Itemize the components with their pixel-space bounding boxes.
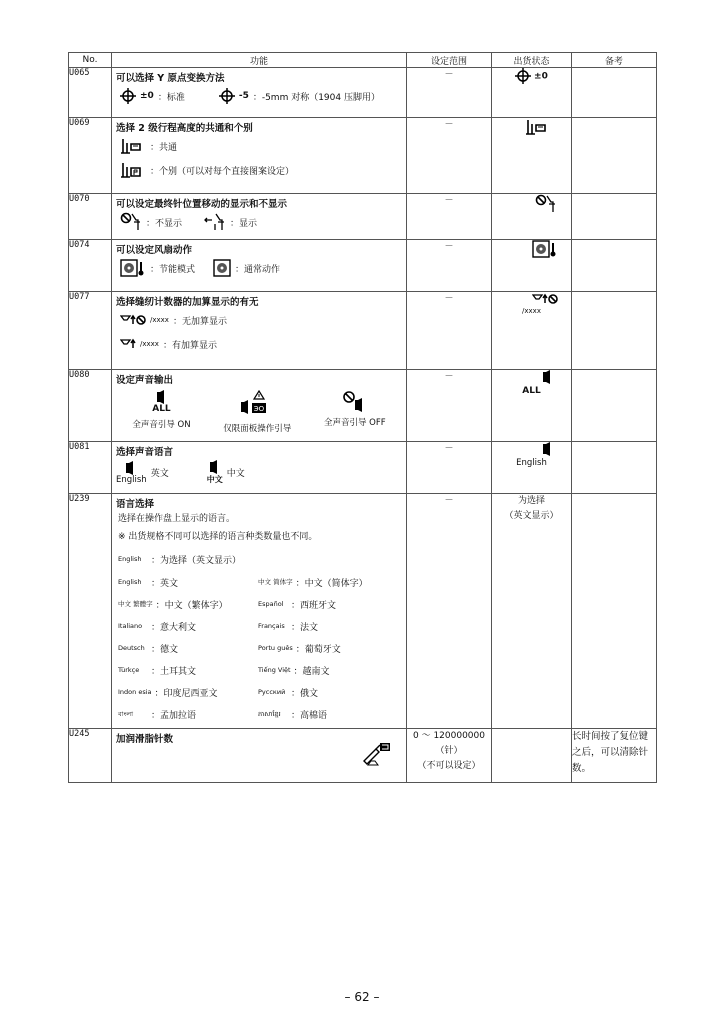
row-title: 语言选择 <box>116 499 155 510</box>
row-title: 可以设定最终针位置移动的显示和不显示 <box>116 199 288 210</box>
row-range: － <box>407 68 492 118</box>
row-function <box>112 292 407 370</box>
language-text: ：越南文 <box>293 667 330 677</box>
language-item <box>258 573 398 592</box>
language-item <box>118 617 258 636</box>
needle-move-hide-icon <box>535 194 557 214</box>
counter-fraction: /xxxx <box>140 340 159 348</box>
row-shipping <box>492 370 572 442</box>
row-note <box>572 494 657 729</box>
voice-chinese-option <box>207 460 223 485</box>
language-item <box>118 639 258 658</box>
y-origin-cross-icon <box>219 88 235 104</box>
row-range <box>407 729 492 783</box>
language-item <box>258 705 398 724</box>
language-text: ：俄文 <box>291 689 319 699</box>
sound-options <box>112 386 406 434</box>
row-function <box>112 118 407 194</box>
option-line <box>112 308 406 332</box>
option-text: 全声音引导 OFF <box>323 418 386 428</box>
row-range: － <box>407 118 492 194</box>
needle-move-show-icon <box>204 212 226 232</box>
language-item <box>112 546 406 569</box>
row-function <box>112 442 407 494</box>
row-note: 长时间按了复位键之后，可以清除针数。 <box>572 729 657 783</box>
all-label: ALL <box>152 404 171 414</box>
speaker-icon <box>207 460 223 474</box>
row-no: U245 <box>69 729 112 783</box>
language-item <box>258 639 398 658</box>
row-title: 选择声音语言 <box>116 447 174 458</box>
option-text: ：无加算显示 <box>172 316 227 327</box>
option-line <box>112 458 406 487</box>
language-item <box>258 661 398 680</box>
row-note <box>572 118 657 194</box>
header-no: No. <box>69 53 112 68</box>
speaker-icon <box>540 442 556 456</box>
option-text: 仅限面板操作引导 <box>223 424 292 434</box>
range-line: （针） <box>435 746 463 756</box>
language-code: Indon esia <box>118 688 152 696</box>
row-range: － <box>407 370 492 442</box>
option-text: ：节能模式 <box>150 264 196 275</box>
header-shipping-state: 出货状态 <box>492 53 572 68</box>
row-shipping <box>492 194 572 240</box>
table-row-u077 <box>69 292 657 370</box>
fan-eco-icon <box>532 240 558 258</box>
language-code: Русский <box>258 688 286 696</box>
row-function <box>112 194 407 240</box>
stroke-common-icon <box>120 137 146 155</box>
language-code: English <box>118 578 142 586</box>
counter-no-add-icon <box>532 293 558 305</box>
row-shipping <box>492 68 572 118</box>
language-code: 中文 繁體字 <box>118 600 153 608</box>
counter-fraction: /xxxx <box>522 307 541 315</box>
language-text: ：葡萄牙文 <box>295 645 341 655</box>
ship-code: ±0 <box>534 71 548 82</box>
table-row-u245 <box>69 729 657 783</box>
language-item <box>118 661 258 680</box>
table-row-u065 <box>69 68 657 118</box>
language-code: Tiếng Việt <box>258 666 291 674</box>
row-title: 可以设定风扇动作 <box>116 245 193 256</box>
language-text: ：土耳其文 <box>151 667 197 677</box>
option-line <box>112 332 406 356</box>
ship-line: （英文显示） <box>504 511 559 521</box>
row-note <box>572 370 657 442</box>
row-range: － <box>407 194 492 240</box>
grease-counter-icon <box>362 741 392 767</box>
language-code: English <box>118 555 142 563</box>
option-text: 英文 <box>150 469 169 479</box>
range-line: 0 ～ 120000000 <box>413 731 485 741</box>
language-code: Español <box>258 600 284 608</box>
fan-eco-icon <box>120 259 146 277</box>
table-row-u080 <box>69 370 657 442</box>
row-range: － <box>407 240 492 292</box>
language-code: 中文 简体字 <box>258 578 293 586</box>
option-text: ：不显示 <box>146 218 183 229</box>
speaker-all-icon <box>537 370 557 384</box>
table-row-u081 <box>69 442 657 494</box>
row-no: U069 <box>69 118 112 194</box>
language-item <box>118 683 258 702</box>
row-shipping <box>492 240 572 292</box>
language-code: Italiano <box>118 622 143 630</box>
row-shipping <box>492 118 572 194</box>
option-text: ：通常动作 <box>235 264 281 275</box>
language-text: ：西班牙文 <box>291 601 337 611</box>
row-title: 可以选择 Y 原点变换方法 <box>116 73 225 84</box>
option-text: 全声音引导 ON <box>132 420 191 430</box>
language-text: ：为选择（英文显示） <box>151 556 242 566</box>
option-line <box>112 158 406 182</box>
option-line <box>112 134 406 158</box>
language-text: ：印度尼西亚文 <box>154 689 218 699</box>
language-text: ：法文 <box>291 623 319 633</box>
row-note-text: ※ 出货规格不同可以选择的语言种类数量也不同。 <box>118 532 318 542</box>
speaker-off-icon <box>342 390 368 412</box>
header-range: 设定范围 <box>407 53 492 68</box>
voice-english-label: English <box>516 457 547 468</box>
stroke-common-icon <box>525 118 551 136</box>
language-item <box>118 573 258 592</box>
row-function <box>112 494 407 729</box>
row-shipping <box>492 729 572 783</box>
sound-option <box>132 390 190 434</box>
counter-add-icon <box>120 338 136 350</box>
language-text: ：德文 <box>151 645 179 655</box>
speaker-panel-only-icon <box>239 390 275 418</box>
counter-fraction: /xxxx <box>150 316 169 324</box>
header-remarks: 备考 <box>572 53 657 68</box>
row-no: U074 <box>69 240 112 292</box>
row-range: － <box>407 494 492 729</box>
option-text: ：标准 <box>157 92 185 103</box>
language-code: Portu guês <box>258 644 293 652</box>
row-shipping <box>492 292 572 370</box>
row-title: 选择缝纫计数器的加算显示的有无 <box>116 297 259 308</box>
option-code: ±0 <box>140 91 154 101</box>
option-text: ：个别（可以对每个直接图案设定） <box>150 166 295 177</box>
voice-chinese-label: 中文 <box>206 475 223 484</box>
table-row-u070 <box>69 194 657 240</box>
language-text: ：意大利文 <box>151 623 197 633</box>
option-line <box>112 210 406 234</box>
row-no: U239 <box>69 494 112 729</box>
y-origin-cross-icon <box>515 68 531 84</box>
row-range: － <box>407 292 492 370</box>
row-title: 选择 2 级行程高度的共通和个别 <box>116 123 253 134</box>
row-note <box>572 194 657 240</box>
all-label: ALL <box>522 385 541 396</box>
language-text: ：英文 <box>151 579 179 589</box>
option-text: ：显示 <box>230 218 258 229</box>
stroke-individual-icon <box>120 161 146 179</box>
language-code: বাংলা <box>118 710 134 718</box>
row-note <box>572 292 657 370</box>
row-title: 加润滑脂针数 <box>116 734 174 745</box>
language-item <box>258 617 398 636</box>
sound-option <box>324 390 386 434</box>
y-origin-cross-icon <box>120 88 136 104</box>
language-text: ：孟加拉语 <box>151 711 197 721</box>
voice-english-label: English <box>116 474 147 485</box>
range-line: （不可以设定） <box>417 761 481 771</box>
row-function <box>112 729 407 783</box>
voice-english-option <box>116 461 147 485</box>
table-header-row <box>69 53 657 68</box>
language-text: ：中文（简体字） <box>295 579 368 589</box>
row-no: U077 <box>69 292 112 370</box>
option-text: ：-5mm 对称（1904 压脚用） <box>252 92 380 103</box>
language-item <box>258 595 398 614</box>
page-number: – 62 – <box>344 990 380 1004</box>
row-note <box>572 442 657 494</box>
counter-no-add-icon <box>120 314 146 326</box>
row-note <box>572 68 657 118</box>
row-title: 设定声音输出 <box>116 375 174 386</box>
fan-normal-icon <box>213 259 231 277</box>
table-row-u069 <box>69 118 657 194</box>
table-row-u074 <box>69 240 657 292</box>
language-grid <box>112 569 406 728</box>
language-code: Français <box>258 622 285 630</box>
row-no: U065 <box>69 68 112 118</box>
row-shipping <box>492 494 572 729</box>
row-function <box>112 240 407 292</box>
table-row-u239 <box>69 494 657 729</box>
option-text: ：共通 <box>150 142 178 153</box>
header-function: 功能 <box>112 53 407 68</box>
sound-option <box>223 390 291 434</box>
row-desc: 选择在操作盘上显示的语言。 <box>118 514 236 524</box>
option-text: ：有加算显示 <box>162 340 217 351</box>
ship-line: 为选择 <box>517 496 545 506</box>
row-shipping <box>492 442 572 494</box>
speaker-icon <box>123 461 139 475</box>
row-note <box>572 240 657 292</box>
row-function <box>112 370 407 442</box>
row-no: U081 <box>69 442 112 494</box>
speaker-all-icon <box>151 390 171 404</box>
language-text: ：中文（繁体字） <box>155 601 228 611</box>
language-text: ：高棉语 <box>291 711 328 721</box>
row-no: U070 <box>69 194 112 240</box>
setting-table <box>68 52 657 783</box>
needle-move-hide-icon <box>120 212 142 232</box>
svg-text:ЭО: ЭО <box>254 405 265 413</box>
option-line <box>112 256 406 280</box>
language-item <box>118 595 258 614</box>
row-no: U080 <box>69 370 112 442</box>
language-code: ភាសាខ្មែរ <box>258 710 281 718</box>
option-line <box>112 84 406 108</box>
row-range: － <box>407 442 492 494</box>
language-item <box>118 705 258 724</box>
language-item <box>258 683 398 702</box>
language-code: Deutsch <box>118 644 145 652</box>
language-code: Türkçe <box>118 666 140 674</box>
row-function <box>112 68 407 118</box>
option-code: -5 <box>238 91 249 101</box>
option-text: 中文 <box>226 469 245 479</box>
